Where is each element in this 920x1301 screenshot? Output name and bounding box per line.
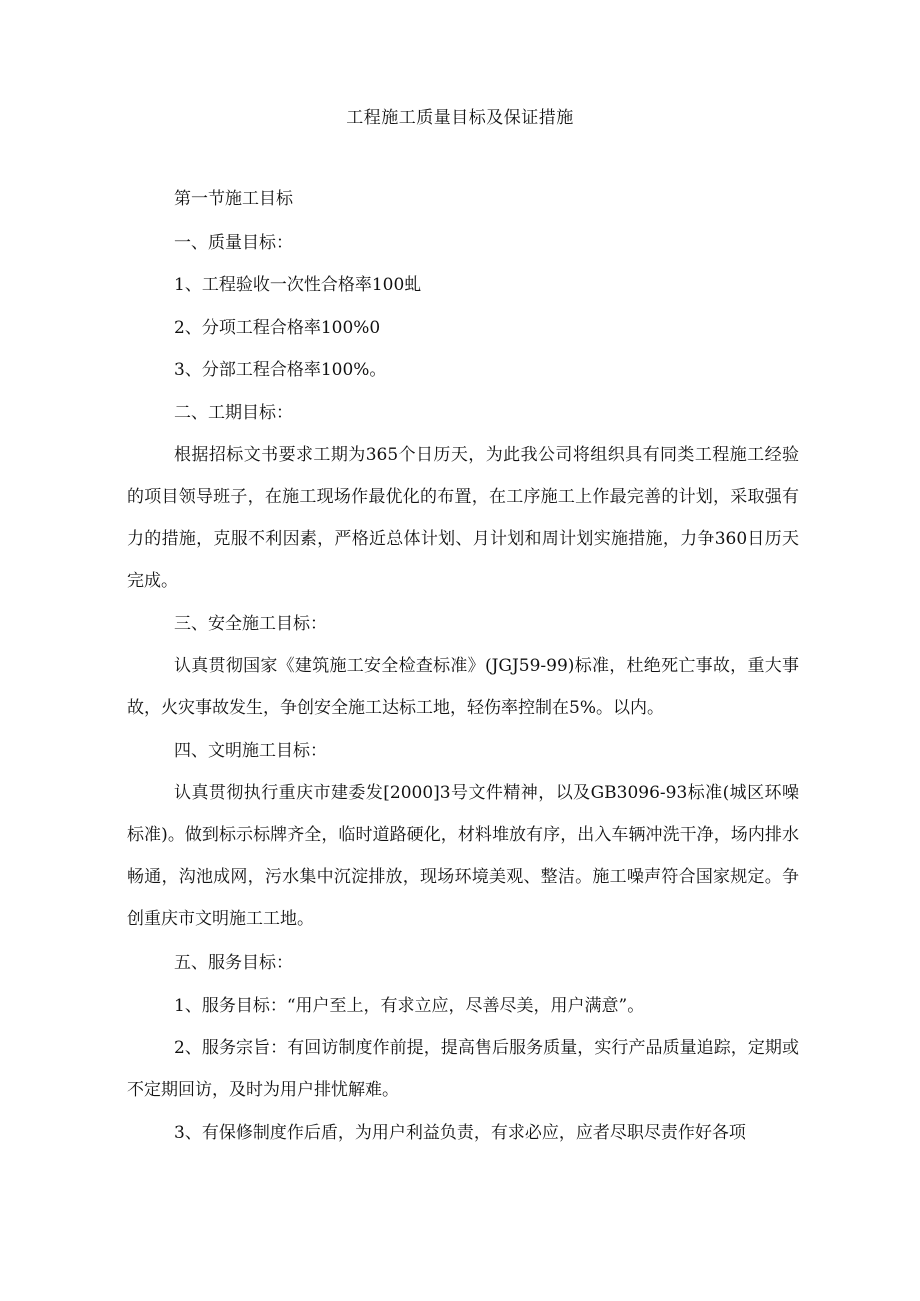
service-item-3: 3、有保修制度作后盾，为用户利益负责，有求必应，应者尽职尽责作好各项 bbox=[174, 1123, 746, 1143]
safety-paragraph: 认真贯彻国家《建筑施工安全检查标准》(JGJ59-99)标准，杜绝死亡事故，重大事故，火灾事故发生，争创安全施工达标工地，轻伤率控制在5%。以内。 bbox=[127, 656, 799, 718]
service-item-2: 2、服务宗旨：有回访制度作前提，提高售后服务质量，实行产品质量追踪，定期或不定期回访，及时为用户排忧解难。 bbox=[127, 1038, 799, 1100]
civilized-paragraph: 认真贯彻执行重庆市建委发[2000]3号文件精神，以及GB3096-93标准(城区环噪标准)。做到标示标牌齐全，临时道路硬化，材料堆放有序，出入车辆冲洗干净，场内排水畅通，沟池成网，污水集中沉淀排放，现场环境美观、整洁。施工噪声符合国家规定。争创重庆市文明施工工地。 bbox=[127, 783, 799, 929]
quality-item-2: 2、分项工程合格率100%0 bbox=[174, 318, 381, 338]
section-heading: 第一节施工目标 bbox=[174, 189, 293, 209]
quality-item-1: 1、工程验收一次性合格率100虬 bbox=[174, 275, 422, 295]
civilized-heading: 四、文明施工目标： bbox=[174, 741, 327, 761]
schedule-paragraph: 根据招标文书要求工期为365个日历天，为此我公司将组织具有同类工程施工经验的项目领导班子，在施工现场作最优化的布置，在工序施工上作最完善的计划，采取强有力的措施，克服不利因素，严格近总体计划、月计划和周计划实施措施，力争360日历天完成。 bbox=[127, 445, 799, 591]
service-heading: 五、服务目标： bbox=[174, 953, 293, 973]
quality-heading: 一、质量目标： bbox=[174, 233, 293, 253]
schedule-heading: 二、工期目标： bbox=[174, 403, 293, 423]
service-item-1: 1、服务目标：“用户至上，有求立应，尽善尽美，用户满意”。 bbox=[174, 996, 645, 1016]
document-title: 工程施工质量目标及保证措施 bbox=[346, 108, 574, 128]
quality-item-3: 3、分部工程合格率100%。 bbox=[174, 360, 387, 380]
safety-heading: 三、安全施工目标： bbox=[174, 614, 327, 634]
